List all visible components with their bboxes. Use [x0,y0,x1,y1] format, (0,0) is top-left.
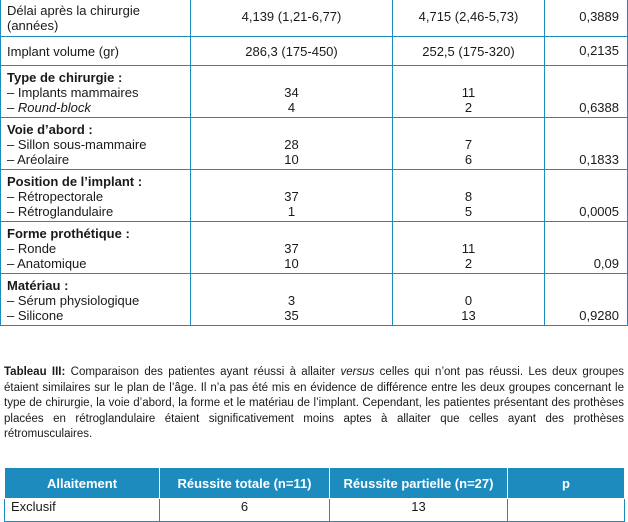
cell-p-value: 0,9280 [545,274,628,326]
cell-failure: 4,715 (2,46-5,73) [393,0,545,37]
group-item-label: – Anatomique [7,256,87,271]
group-item-label: – Sérum physiologique [7,293,140,308]
table-group-row [1,118,628,170]
table-group-row [1,274,628,326]
table-header-row [5,468,625,499]
cell-failure: 6 [464,152,473,167]
cell-success: 4,139 (1,21-6,77) [191,0,393,37]
group-title: Matériau : [7,278,69,293]
caption-label: Tableau III: [4,366,66,378]
cell-partial-success: 13 [330,499,508,522]
cell-p-value: 0,6388 [545,66,628,118]
cell-failure: 11 [461,241,476,256]
cell-failure: 2 [464,100,473,115]
table-row [1,37,628,66]
cell-p-value: 0,2135 [545,37,628,66]
group-item-label: – Aréolaire [7,152,70,167]
cell-success: 286,3 (175-450) [191,37,393,66]
cell-total-success: 6 [160,499,330,522]
cell-p-value: 0,0005 [545,170,628,222]
row-label-line1: Délai après la chirurgie [7,3,140,18]
cell-success: 3 [287,293,296,308]
table-row [5,499,625,522]
cell-failure: 11 [461,85,476,100]
cell-failure: 8 [464,189,473,204]
column-header: Allaitement [5,468,160,499]
cell-p-value: 0,3889 [545,0,628,37]
group-item-label: – Round-block [7,100,91,115]
group-title: Type de chirurgie : [7,70,123,85]
cell-success: 34 [284,85,299,100]
cell-success: 1 [287,204,296,219]
caption-text: Comparaison des patientes ayant réussi à allaiter [65,366,341,378]
cell-success: 37 [284,189,299,204]
table-group-row [1,66,628,118]
caption-text-italic: versus [340,366,375,378]
cell-success: 10 [284,256,299,271]
caption-text: celles qui n’ont pas réussi. Les deux groupes étaient similaires sur le plan de l’âge. Il n’a pas été mis en évidence de différence entre les deux groupes concernant le type de chirurgie, la voie d’abord, la forme et le matériau de l’implant. Cependant, les patientes présentant des prothèses placées en rétroglandulaire étaient significativement moins aptes à allaiter que celles ayant des prothèses rétromusculaires. [4,366,624,440]
row-label [1,0,191,37]
group-item-label: – Silicone [7,308,64,323]
cell-p-value: 0,09 [545,222,628,274]
cell-success: 35 [284,308,299,323]
table-row [1,0,628,37]
breastfeeding-table [4,467,625,522]
cell-failure: 252,5 (175-320) [393,37,545,66]
group-item-label: – Sillon sous-mammaire [7,137,147,152]
table-caption [4,365,624,443]
group-title: Forme prothétique : [7,226,130,241]
group-item-label: – Implants mammaires [7,85,139,100]
row-label-line2: (années) [7,18,59,33]
column-header: Réussite partielle (n=27) [330,468,508,499]
column-header: p [508,468,625,499]
group-item-label: – Rétropectorale [7,189,104,204]
row-label: Implant volume (gr) [1,37,191,66]
table-group-row [1,222,628,274]
group-item-label: – Ronde [7,241,57,256]
column-header: Réussite totale (n=11) [160,468,330,499]
cell-success: 37 [284,241,299,256]
cell-failure: 0 [464,293,473,308]
group-title: Voie d’abord : [7,122,93,137]
table-group-row [1,170,628,222]
row-label: Exclusif [5,499,160,522]
cell-p-value: 0,1833 [545,118,628,170]
cell-p-value [508,499,625,522]
group-item-label: – Rétroglandulaire [7,204,114,219]
cell-failure: 7 [464,137,473,152]
cell-failure: 2 [464,256,473,271]
cell-success: 10 [284,152,299,167]
cell-success: 4 [287,100,296,115]
group-title: Position de l’implant : [7,174,143,189]
cell-failure: 13 [461,308,476,323]
cell-success: 28 [284,137,299,152]
cell-failure: 5 [464,204,473,219]
